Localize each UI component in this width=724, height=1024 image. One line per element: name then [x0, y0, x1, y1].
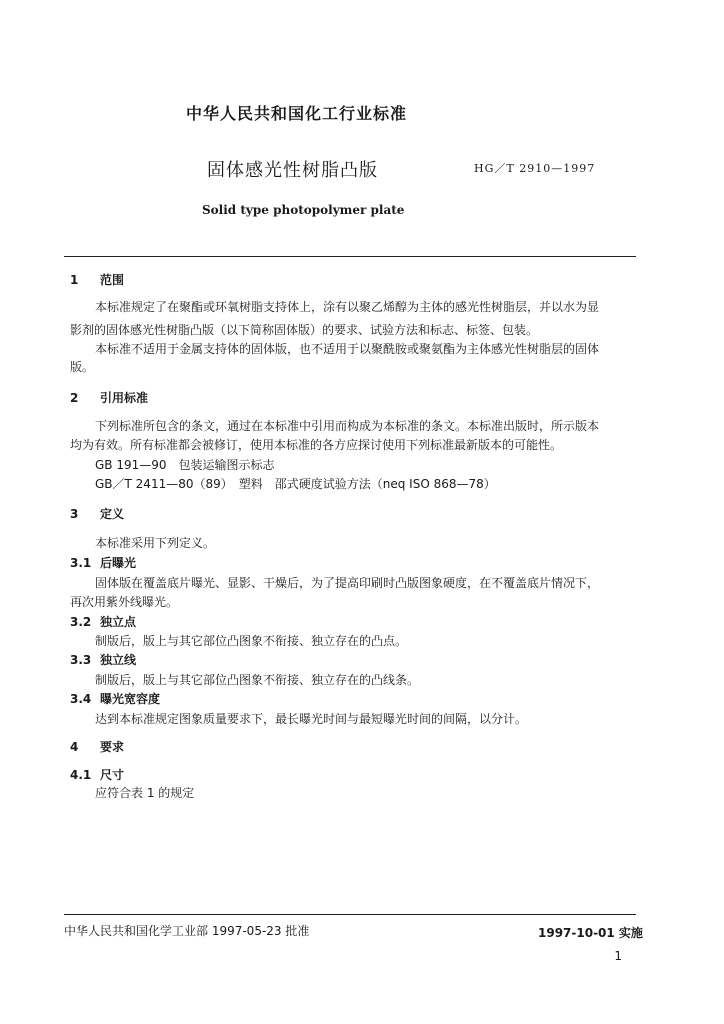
paragraph-line: 制版后，版上与其它部位凸图象不衔接、独立存在的凸线条。	[95, 673, 420, 687]
clause-title: 曝光宽容度	[100, 692, 161, 706]
reference-item: GB 191—90 包装运输图示标志	[95, 458, 275, 472]
section-3-heading	[70, 506, 124, 522]
paragraph-line: 本标准不适用于金属支持体的固体版，也不适用于以聚酰胺或聚氨酯为主体感光性树脂层的固体	[95, 342, 600, 356]
paragraph-line: 达到本标准规定图象质量要求下，最长曝光时间与最短曝光时间的间隔，以分计。	[95, 712, 528, 726]
approval-line: 中华人民共和国化学工业部 1997-05-23 批准	[64, 924, 310, 938]
section-title: 定义	[100, 507, 125, 521]
definition-heading	[70, 691, 160, 707]
paragraph-line: 版。	[70, 360, 95, 374]
clause-number: 4.1	[70, 768, 92, 782]
definition-heading	[70, 555, 136, 571]
standard-title-en: Solid type photopolymer plate	[202, 203, 405, 217]
section-1-heading	[70, 272, 124, 288]
footer-divider	[64, 914, 636, 915]
section-title: 要求	[100, 740, 125, 754]
section-2-heading	[70, 390, 148, 406]
section-title: 引用标准	[100, 391, 149, 405]
paragraph-line: 影剂的固体感光性树脂凸版（以下简称固体版）的要求、试验方法和标志、标签、包装。	[70, 323, 539, 337]
clause-title: 独立点	[100, 615, 137, 629]
header-divider	[64, 256, 636, 257]
paragraph-line: 本标准采用下列定义。	[95, 536, 216, 550]
clause-number: 3.3	[70, 653, 92, 667]
section-number: 2	[70, 391, 79, 405]
clause-title: 后曝光	[100, 556, 137, 570]
definition-heading	[70, 614, 136, 630]
paragraph-line: 制版后，版上与其它部位凸图象不衔接、独立存在的凸点。	[95, 634, 408, 648]
clause-title: 尺寸	[100, 768, 125, 782]
paragraph-line: 再次用紫外线曝光。	[70, 595, 179, 609]
page-number: 1	[614, 949, 622, 963]
section-number: 3	[70, 507, 79, 521]
issuing-body-title: 中华人民共和国化工行业标准	[186, 104, 408, 123]
paragraph-line: 本标准规定了在聚酯或环氧树脂支持体上，涂有以聚乙烯醇为主体的感光性树脂层，并以水为显	[95, 300, 600, 314]
section-number: 1	[70, 273, 79, 287]
reference-item: GB／T 2411—80（89） 塑料 邵式硬度试验方法（neq ISO 868—78）	[95, 477, 496, 491]
section-4-heading	[70, 739, 124, 755]
section-number: 4	[70, 740, 79, 754]
paragraph-line: 下列标准所包含的条文，通过在本标准中引用而构成为本标准的条文。本标准出版时，所示版本	[95, 419, 600, 433]
paragraph-line: 固体版在覆盖底片曝光、显影、干燥后，为了提高印刷时凸版图象硬度，在不覆盖底片情况下，	[95, 576, 600, 590]
standard-code: HG／T 2910—1997	[474, 162, 596, 175]
effective-date: 1997-10-01 实施	[538, 926, 643, 940]
paragraph-line: 均为有效。所有标准都会被修订，使用本标准的各方应探讨使用下列标准最新版本的可能性。	[70, 438, 563, 452]
paragraph-line: 应符合表 1 的规定	[95, 786, 195, 800]
clause-number: 3.1	[70, 556, 92, 570]
standard-title-cn: 固体感光性树脂凸版	[207, 160, 378, 181]
requirement-heading	[70, 767, 124, 783]
clause-number: 3.4	[70, 692, 92, 706]
section-title: 范围	[100, 273, 125, 287]
clause-title: 独立线	[100, 653, 137, 667]
clause-number: 3.2	[70, 615, 92, 629]
definition-heading	[70, 652, 136, 668]
